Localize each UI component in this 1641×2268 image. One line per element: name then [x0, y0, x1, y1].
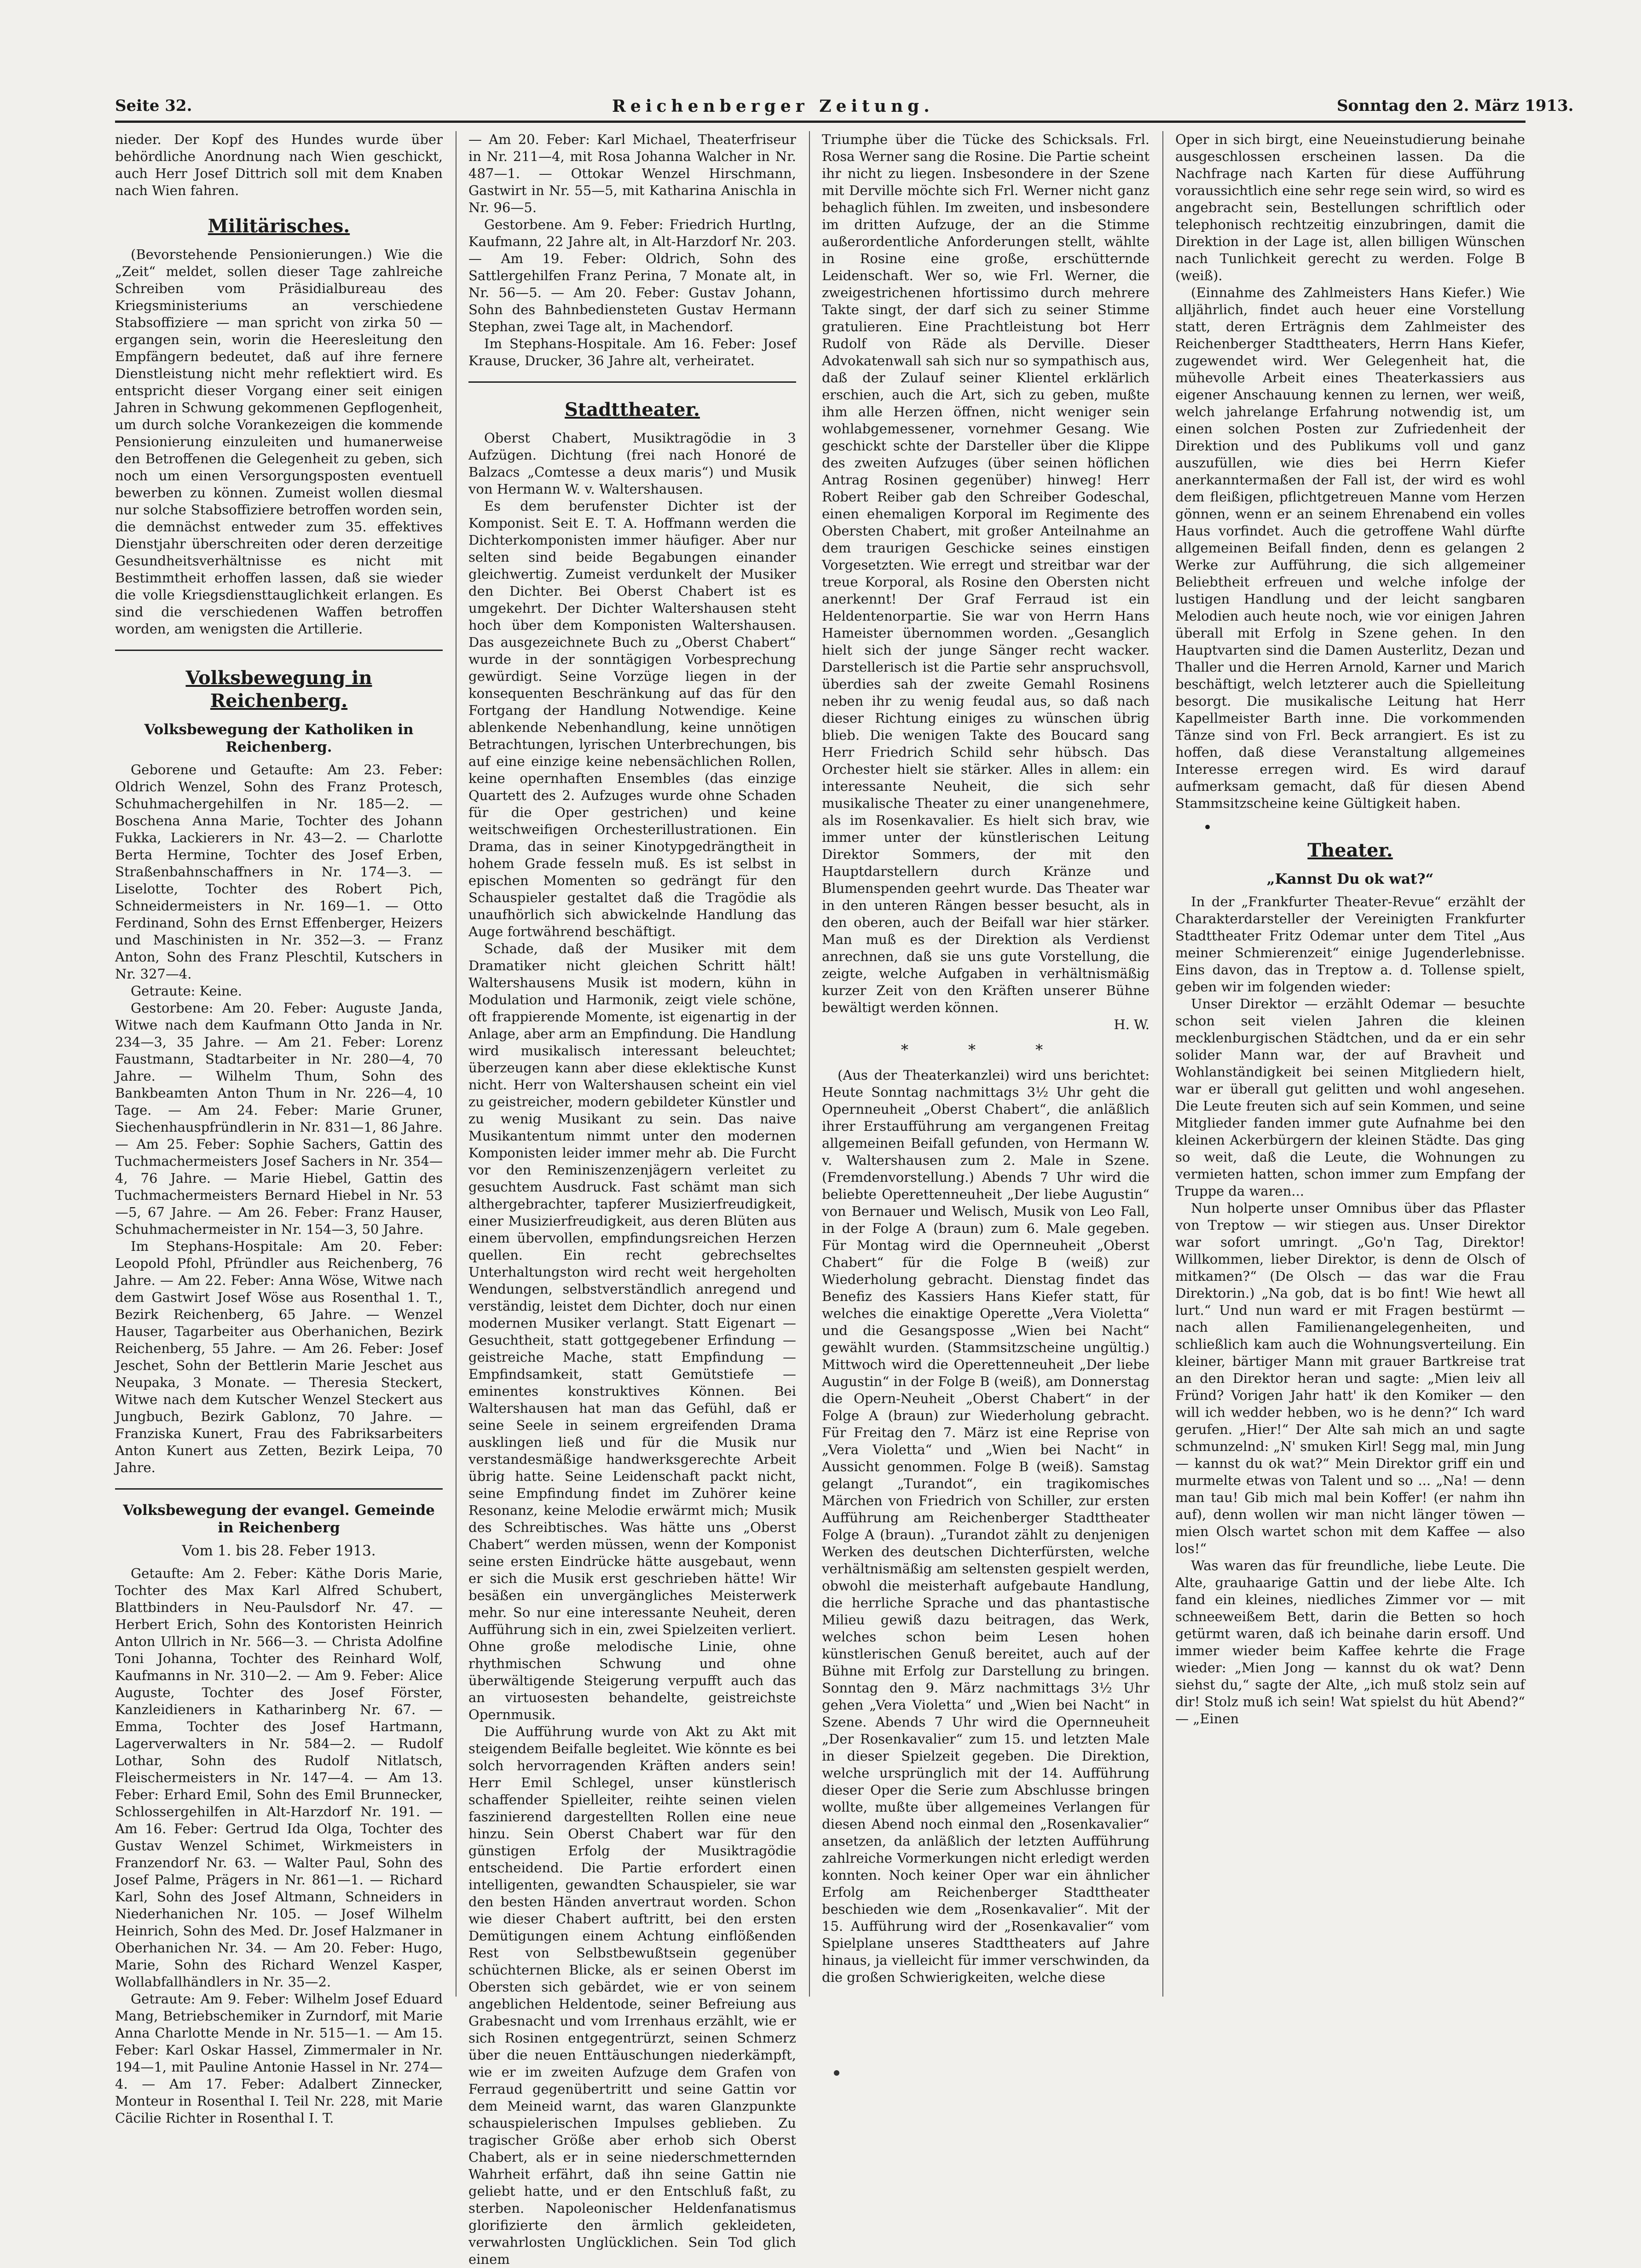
review-continuation: Triumphe über die Tücke des Schicksals. Frl. Rosa Werner sang die Rosine. Die Partie scheint ihr nicht zu liegen. Insbesondere in der Szene mit Derville möchte sich Frl. Werner nicht ganz behaglich fühlen. Im zweiten, und insbesondere im dritten Aufzuge, der an die Stimme außerordentliche Anforderungen stellt, wählte in Rosine eine große, erschütternde Leidenschaft. Wer so, wie Frl. Werner, die zweigestrichenen hfortissimo durch mehrere Takte singt, der darf sich zu seiner Stimme gratulieren. Eine Prachtleistung bot Herr Rudolf von Räde als Derville. Dieser Advokatenwall sah sich nur so sympathisch aus, daß der Zulauf seiner Klientel erklärlich erschien, auch die Art, sich zu geben, mußte ihm alle Herzen öffnen, nicht weniger sein wohlabgemessener, vornehmer Gesang. Wie geschickt schte der Darsteller über die Klippe des zweiten Aufzuges (über seinen höflichen Antrag Rosinen gegenüber) hinweg! Herr Robert Reiber gab den Schreiber Godeschal, einen ehemaligen Korporal im Regimente des Obersten Chabert, mit großer Anteilnahme an dem traurigen Geschicke seines einstigen Vorgesetzten. Wie erregt und streitbar war der treue Korporal, als Rosine den Obersten nicht anerkennt! Der Graf Ferraud ist ein Heldentenorpartie. Sie war von Herrn Hans Hameister übernommen worden. „Gesanglich hielt sich der junge Sänger recht wacker. Darstellerisch ist die Partie sehr anspruchsvoll, überdies sah der zweite Gemahl Rosinens neben ihr zu wenig feudal aus, so daß nach dieser Richtung einiges zu wünschen übrig blieb. Die wenigen Takte des Boucard sang Herr Friedrich Schild sehr hübsch. Das Orchester hielt sie stärker. Alles in allem: ein interessante Neuheit, die sich sehr musikalische Theater zu einer unangenehmere, als im Rosenkavalier. Es hielt sich brav, wie immer unter der künstlerischen Leitung Direktor Sommers, der mit den Hauptdarstellern durch Kränze und Blumenspenden geehrt wurde. Das Theater war in den unteren Rängen besser besucht, als in den oberen, auch der Beifall war hier stärker. Man muß es der Direktion als Verdienst anrechnen, daß sie uns gute Vorstellung, die zeigte, welche Aufgaben in verhältnismäßig kurzer Zeit von den Kräften unserer Bühne bewältigt werden können.	[822, 132, 1150, 1015]
anecdote-title: „Kannst Du ok wat?“	[1266, 871, 1434, 887]
evangelical-deaths: Gestorbene. Am 9. Feber: Friedrich Hurtlng, Kaufmann, 22 Jahre alt, in Alt-Harzdorf Nr. 203. — Am 19. Feber: Oldrich, Sohn des Sattlergehilfen Franz Perina, 7 Monate alt, in Nr. 56—5. — Am 20. Feber: Gustav Johann, Sohn des Bahnbediensteten Gustav Hermann Stephan, zwei Tage alt, in Machendorf.	[468, 217, 796, 334]
review-paragraph: Schade, daß der Musiker mit dem Dramatiker nicht gleichen Schritt hält! Waltershausens Musik ist modern, kühn in Modulation und Harmonik, zeigt viele schöne, oft frappierende Momente, ist eigenartig in der Anlage, aber arm an Empfindung. Die Handlung wird musikalisch interessant beleuchtet; überzeugen kann aber diese eklektische Kunst nicht. Herr von Waltershausen scheint ein viel zu geistreicher, modern gebildeter Künstler und zu wenig Musikant zu sein. Das naive Musikantentum nimmt unter den modernen Komponisten leider immer mehr ab. Die Furcht vor den Reminiszenzenjägern verleitet zu gesuchtem Ausdruck. Fast schämt man sich althergebrachter, tapferer Musizierfreudigkeit, einer Musizierfreudigkeit, aus deren Blüten aus einem übervollen, empfindungsreichen Herzen quellen. Ein recht gebrechseltes Unterhaltungston wird recht weit hergeholten Wendungen, selbstverständlich anregend und verständig, leistet dem Dichter, doch nur einen modernen Musiker verlangt. Statt Eigenart — Gesuchtheit, statt gottgegebener Erfindung — geistreiche Mache, statt Empfindung — Empfindsamkeit, statt Gemütstiefe — eminentes konstruktives Können. Bei Waltershausen hat man das Gefühl, daß er seine Seele in seinem ergreifenden Drama ausklingen ließ und für die Musik nur verstandesmäßige handwerksgerechte Arbeit übrig hatte. Seine Leidenschaft packt nicht, seine Empfindung findet im Zuhörer keine Resonanz, keine Melodie erwärmt mich; Musik des Schreibtisches. Was hätte uns „Oberst Chabert“ werden müssen, wenn der Komponist seine ersten Eindrücke hätte ausgebaut, wenn er sich die Musik erst geschrieben hätte! Wir besäßen ein unvergängliches Meisterwerk mehr. So nur eine interessante Neuheit, deren Aufführung sich in ein, zwei Spielzeiten verliert. Ohne große melodische Linie, ohne rhythmischen Schwung und ohne überwältigende Steigerung verpufft auch das an virtuosesten behandelte, geistreichste Opernmusik.	[468, 941, 796, 1722]
section-divider	[115, 650, 443, 651]
column-4	[1175, 131, 1525, 1997]
evangelical-births: Getaufte: Am 2. Feber: Käthe Doris Marie, Tochter des Max Karl Alfred Schubert, Blattbinders in Neu-Paulsdorf Nr. 47. — Herbert Erich, Sohn des Kontoristen Heinrich Anton Ullrich in Nr. 566—3. — Christa Adolfine Toni Johanna, Tochter des Reinhard Wolf, Kaufmanns in Nr. 310—2. — Am 9. Feber: Alice Auguste, Tochter des Josef Förster, Kanzleidieners in Katharinberg Nr. 67. — Emma, Tochter des Josef Hartmann, Lagerverwalters in Nr. 584—2. — Rudolf Lothar, Sohn des Rudolf Nitlatsch, Fleischermeisters in Nr. 147—4. — Am 13. Feber: Erhard Emil, Sohn des Emil Brunnecker, Schlossergehilfen in Alt-Harzdorf Nr. 191. — Am 16. Feber: Gertrud Ida Olga, Tochter des Gustav Wenzel Schimet, Wirkmeisters in Franzendorf Nr. 63. — Walter Paul, Sohn des Josef Palme, Prägers in Nr. 861—1. — Richard Karl, Sohn des Josef Altmann, Schneiders in Niederhanichen Nr. 105. — Josef Wilhelm Heinrich, Sohn des Med. Dr. Josef Halzmaner in Oberhanichen Nr. 34. — Am 20. Feber: Hugo, Marie, Sohn des Richard Wenzel Kasper, Wollabfallhändlers in Nr. 35—2.	[115, 1566, 443, 1990]
column-1	[115, 131, 443, 2126]
evangelical-period: Vom 1. bis 28. Feber 1913.	[182, 1543, 376, 1559]
theater-office-notice: (Aus der Theaterkanzlei) wird uns berichtet: Heute Sonntag nachmittags 3½ Uhr geht die Opernneuheit „Oberst Chabert“, die anläßlich ihrer Erstaufführung am vergangenen Freitag allgemeinen Beifall gefunden, von Hermann W. v. Waltershausen zum 2. Male in Szene. (Fremdenvorstellung.) Abends 7 Uhr wird die beliebte Operettenneuheit „Der liebe Augustin“ von Bernauer und Welisch, Musik von Leo Fall, in der Folge A (braun) zum 6. Male gegeben. Für Montag wird die Opernneuheit „Oberst Chabert“ für die Folge B (weiß) zur Wiederholung gebracht. Dienstag findet das Benefiz des Kassiers Hans Kiefer statt, für welches die einaktige Operette „Vera Violetta“ und die Gesangsposse „Wien bei Nacht“ gewählt wurden. (Stammsitzscheine ungültig.) Mittwoch wird die Operettenneuheit „Der liebe Augustin“ in der Folge B (weiß), am Donnerstag die Opern-Neuheit „Oberst Chabert“ in der Folge A (braun) zur Wiederholung gebracht. Für Freitag den 7. März ist eine Reprise von „Vera Violetta“ und „Wien bei Nacht“ in Aussicht genommen. Folge B (weiß). Samstag gelangt „Turandot“, ein tragikomisches Märchen von Friedrich von Schiller, zur ersten Aufführung am Reichenberger Stadttheater Folge A (braun). „Turandot zählt zu denjenigen Werken des deutschen Dichterfürsten, welche verhältnismäßig am seltensten gespielt werden, obwohl die meisterhaft aufgebaute Handlung, die herrliche Sprache und das phantastische Milieu gewiß dazu beitragen, das Werk, welches schon beim Lesen hohen künstlerischen Genuß bereitet, auch auf der Bühne mit Erfolg zur Darstellung zu bringen. Sonntag den 9. März nachmittags 3½ Uhr gehen „Vera Violetta“ und „Wien bei Nacht“ in Szene. Abends 7 Uhr wird die Opernneuheit „Der Rosenkavalier“ zum 15. und letzten Male in dieser Spielzeit gegeben. Die Direktion, welche ursprünglich mit der 14. Aufführung dieser Oper die Serie zum Abschlusse bringen wollte, mußte über allgemeines Verlangen für diesen Abend noch einmal den „Rosenkavalier“ ansetzen, da anläßlich der letzten Aufführung zahlreiche Vormerkungen nicht erledigt werden konnten. Noch keiner Oper war ein ähnlicher Erfolg am Reichenberger Stadttheater beschieden wie dem „Rosenkavalier“. Mit der 15. Aufführung wird der „Rosenkavalier“ vom Spielplane unseres Stadttheaters auf Jahre hinaus, ja vielleicht für immer verschwinden, da die großen Schwierigkeiten, welche diese	[822, 1067, 1150, 1985]
evangelical-marriages: Getraute: Am 9. Feber: Wilhelm Josef Eduard Mang, Betriebschemiker in Zurndorf, mit Marie Anna Charlotte Mende in Nr. 515—1. — Am 15. Feber: Karl Oskar Hassel, Zimmermaler in Nr. 194—1, mit Pauline Antonie Hassel in Nr. 274—4. — Am 17. Feber: Adalbert Zinnecker, Monteur in Rosenthal I. Teil Nr. 228, mit Marie Cäcilie Richter in Rosenthal I. T.	[115, 1991, 443, 2126]
evangelical-subheading: Volksbewegung der evangel. Gemeinde in Reichenberg	[123, 1502, 435, 1536]
issue-date: Sonntag den 2. März 1913.	[1337, 97, 1574, 115]
column-rule	[1162, 131, 1163, 1997]
catholic-marriages: Getraute: Keine.	[131, 983, 242, 999]
page-dot-mark	[834, 2070, 839, 2076]
section-divider	[115, 1488, 443, 1490]
anecdote-paragraph: Nun holperte unser Omnibus über das Pflaster von Treptow — wir stiegen aus. Unser Direktor war sofort umringt. „Go'n Tag, Direktor! Willkommen, lieber Direktor, is denn de Olsch of mitkamen?“ (De Olsch — das war die Frau Direktorin.) „Na gob, dat is bo fint! Wie hewt all lurt.“ Und nun ward er mit Fragen bestürmt — nach allen Familienangelegenheiten, und schließlich kam auch die Wohnungsverteilung. Ein kleiner, bärtiger Mann mit grauer Bartkreise trat an den Direktor heran und sagte: „Mien leiv all Fründ? Vorigen Jahr hatt' ik den Komiker — den will ich wedder hebben, wo is he denn?“ Ich ward gerufen. „Hier!“ Der Alte sah mich an und sagte schmunzelnd: „N' smuken Kirl! Segg mal, min Jung — kannst du ok wat?“ Mein Direktor griff ein und murmelte etwas von Talent und so ... „Na! — denn man tau! Gib mich mal bein Koffer! (er nahm ihn auf), denn wollen wir man nicht länger töwen — mien Olsch wartet schon mit dem Kaffee — also los!“	[1175, 1200, 1525, 1556]
column-2	[468, 131, 796, 2267]
column-rule	[809, 131, 810, 1997]
anecdote-paragraph: Unser Direktor — erzählt Odemar — besuchte schon seit vielen Jahren die kleinen mecklenburgischen Städtchen, und da er ein sehr solider Mann war, der auf Bravheit und Wohlanständigkeit bei seinen Mitgliedern hielt, war er überall gut gelitten und wohl angesehen. Die Leute freuten sich auf sein Kommen, und seine Mitglieder fanden immer gute Aufnahme bei den kleinen Ackerbürgern der kleinen Städte. Das ging so weit, daß die Leute, die Wohnungen zu vermieten hatten, schon immer zum Empfang der Truppe da waren...	[1175, 996, 1525, 1199]
column-3	[822, 131, 1150, 1997]
catholic-births: Geborene und Getaufte: Am 23. Feber: Oldrich Wenzel, Sohn des Franz Protesch, Schuhmachergehilfen in Nr. 185—2. — Boschena Anna Marie, Tochter des Johann Fukka, Lackierers in Nr. 43—2. — Charlotte Berta Hermine, Tochter des Josef Erben, Straßenbahnschaffners in Nr. 174—3. — Liselotte, Tochter des Robert Pich, Schneidermeisters in Nr. 169—1. — Otto Ferdinand, Sohn des Ernst Effenberger, Heizers und Maschinisten in Nr. 352—3. — Franz Anton, Sohn des Franz Pleschtil, Kutschers in Nr. 327—4.	[115, 762, 443, 982]
review-signature: H. W.	[1114, 1017, 1150, 1032]
page-number: Seite 32.	[115, 97, 192, 115]
marriages-continuation: — Am 20. Feber: Karl Michael, Theaterfriseur in Nr. 211—4, mit Rosa Johanna Walcher in Nr. 487—1. — Ottokar Wenzel Hirschmann, Gastwirt in Nr. 55—5, mit Katharina Anischla in Nr. 96—5.	[468, 132, 796, 215]
newspaper-name: Reichenberger Zeitung.	[612, 97, 934, 116]
military-article: (Bevorstehende Pensionierungen.) Wie die „Zeit“ meldet, sollen dieser Tage zahlreiche Schreiben vom Präsidialbureau des Kriegsministeriums an verschiedene Stabsoffiziere — man spricht von zirka 50 — ergangen sein, worin die Heeresleitung den Empfängern bedeutet, daß auf ihre fernere Dienstleistung nicht mehr reflektiert wird. Es entspricht dieser Vorgang einer seit einigen Jahren in Schwung gekommenen Gepflogenheit, um durch solche Vorankezeigen die kommende Pensionierung einzuleiten und humanerweise den Betroffenen die Gelegenheit zu geben, sich noch um einen Versorgungsposten eventuell bewerben zu können. Zumeist wollen diesmal nur solche Stabsoffiziere betroffen worden sein, die demnächst entweder zum 35. effektives Dienstjahr überschreiten oder deren derzeitige Gesundheitsverhältnisse es nicht mit Bestimmtheit erhoffen lassen, daß sie wieder die volle Kriegsdiensttauglichkeit erlangen. Es sind die verschiedenen Waffen betroffen worden, am wenigsten die Artillerie.	[115, 247, 443, 637]
kiefer-benefit-notice: (Einnahme des Zahlmeisters Hans Kiefer.) Wie alljährlich, findet auch heuer eine Vorstellung statt, deren Erträgnis dem Zahlmeister des Reichenberger Stadttheaters, Herrn Hans Kiefer, zugewendet wird. Wer Gelegenheit hat, die mühevolle Arbeit eines Theaterkassiers aus eigener Anschauung kennen zu lernen, wer weiß, welch jahrelange Erfahrung notwendig ist, um einen solchen Posten zur Zufriedenheit der Direktion und des Publikums voll und ganz auszufüllen, wie dies bei Herrn Kiefer anerkanntermaßen der Fall ist, der wird es wohl dem fleißigen, pflichtgetreuen Manne vom Herzen gönnen, wenn er an seinem Ehrenabend ein volles Haus vorfindet. Auch die getroffene Wahl dürfte allgemeinen Beifall finden, denn es gelangen 2 Werke zur Aufführung, die sich allgemeiner Beliebtheit erfreuen und welche infolge der lustigen Handlung und der leicht sangbaren Melodien auch heute noch, wie vor einigen Jahren überall mit Erfolg in Szene gehen. In den Hauptvarten sind die Damen Austerlitz, Dezan und Thaller und die Herren Arnold, Karner und Marich beschäftigt, welch letzterer auch die Spielleitung besorgt. Die musikalische Leitung hat Herr Kapellmeister Barth inne. Die vorkommenden Tänze sind von Frl. Beck arrangiert. Es ist zu hoffen, daß diese Veranstaltung allgemeines Interesse erregen wird. Es wird darauf aufmerksam gemacht, daß für diesen Abend Stammsitzscheine keine Gültigkeit haben.	[1175, 285, 1525, 811]
catholic-subheading: Volksbewegung der Katholiken in Reichenberg.	[144, 721, 414, 755]
anecdote-paragraph: In der „Frankfurter Theater-Revue“ erzählt der Charakterdarsteller der Vereinigten Frankfurter Stadttheater Fritz Odemar unter dem Titel „Aus meiner Schmierenzeit“ einige Jugenderlebnisse. Eins davon, das in Treptow a. d. Tollense spielt, geben wir im folgenden wieder:	[1175, 894, 1525, 995]
anecdote-paragraph: Was waren das für freundliche, liebe Leute. Die Alte, grauhaarige Gattin und der liebe Alte. Ich fand ein kleines, niedliches Zimmer vor — mit schneeweißem Bett, darin die Betten so hoch getürmt waren, daß ich beinahe darin ersoff. Und immer wieder beim Kaffee kehrte die Frage wieder: „Mien Jong — kannst du ok wat? Denn siehst du,“ sagte der Alte, „ich muß stolz sein auf dir! Stolz muß ich sein! Wat spielst du hüt Abend?“ — „Einen	[1175, 1558, 1525, 1727]
volksbewegung-heading: Volksbewegung in Reichenberg.	[185, 667, 372, 712]
bullet-icon: •	[1203, 818, 1213, 837]
notice-continuation: Oper in sich birgt, eine Neueinstudierung beinahe ausgeschlossen erscheinen lassen. Da die Nachfrage nach Karten für diese Aufführung voraussichtlich eine sehr rege sein wird, so wird es angebracht sein, Bestellungen schriftlich oder telephonisch rechtzeitig einzubringen, damit die Direktion in der Lage ist, allen billigen Wünschen nach Tunlichkeit gerecht zu werden. Folge B (weiß).	[1175, 132, 1525, 283]
catholic-deaths: Gestorbene: Am 20. Feber: Auguste Janda, Witwe nach dem Kaufmann Otto Janda in Nr. 234—3, 35 Jahre. — Am 21. Feber: Lorenz Faustmann, Stadtarbeiter in Nr. 280—4, 70 Jahre. — Wilhelm Thum, Sohn des Bankbeamten Anton Thum in Nr. 226—4, 10 Tage. — Am 24. Feber: Marie Gruner, Siechenhauspfründlerin in Nr. 831—1, 86 Jahre. — Am 25. Feber: Sophie Sachers, Gattin des Tuchmachermeisters Josef Sachers in Nr. 354—4, 76 Jahre. — Marie Hiebel, Gattin des Tuchmachermeisters Bernard Hiebel in Nr. 53—5, 67 Jahre. — Am 26. Feber: Franz Hauser, Schuhmachermeister in Nr. 154—3, 50 Jahre.	[115, 1000, 443, 1237]
review-paragraph: Es dem berufenster Dichter ist der Komponist. Seit E. T. A. Hoffmann werden die Dichterkomponisten immer häufiger. Aber nur selten sind beide Begabungen einander gleichwertig. Zumeist verdunkelt der Musiker den Dichter. Bei Oberst Chabert ist es umgekehrt. Der Dichter Waltershausen steht hoch über dem Komponisten Waltershausen. Das ausgezeichnete Buch zu „Oberst Chabert“ wurde in der sonntägigen Vorbesprechung gewürdigt. Seine Vorzüge liegen in der konsequenten Beschränkung auf das für den Fortgang der Handlung Notwendige. Keine ablenkende Nebenhandlung, keine unnötigen Betrachtungen, lyrischen Unterbrechungen, bis auf eine einzige keine nebensächlichen Rollen, keine opernhaften Ensembles (das einzige Quartett des 2. Aufzuges wurde ohne Schaden für die Oper gestrichen) und keine weitschweifigen Orchesterillustrationen. Ein Drama, das in seiner Kinotypgedrängtheit in hohem Grade fesseln muß. Es ist selbst in epischen Momenten so gedrängt für den Schauspieler gestaltet daß die Tragödie als unaufhörlich sich abwickelnde Handlung das Auge fortwährend beschäftigt.	[468, 498, 796, 939]
stadttheater-heading: Stadttheater.	[565, 399, 700, 420]
review-paragraph: Die Aufführung wurde von Akt zu Akt mit steigendem Beifalle begleitet. Wie könnte es bei solch hervorragenden Kräften anders sein! Herr Emil Schlegel, unser künstlerisch schaffender Spielleiter, reihte seinen vielen faszinierend dargestellten Rollen eine neue hinzu. Sein Oberst Chabert war für den günstigen Erfolg der Musiktragödie entscheidend. Die Partie erfordert einen intelligenten, gewandten Schauspieler, sie war den besten Händen anvertraut worden. Schon wie dieser Chabert auftritt, bei den ersten Demütigungen einem Achtung einflößenden Rest von Selbstbewußtsein gegenüber schüchternen Blicke, als er seinen Oberst im Obersten sich gebärdet, wie er von seinem angeblichen Heldentode, seiner Befreiung aus Grabesnacht und vom Irrenhaus erzählt, wie er sich Rosinen entgegentrürzt, seinen Schmerz über die neuen Enttäuschungen niederkämpft, wie er im zweiten Aufzuge dem Grafen von Ferraud gegenübertritt und seine Gattin vor dem Meineid warnt, das waren Glanzpunkte schauspielerischen Impulses geblieben. Zu tragischer Größe aber erhob sich Oberst Chabert, als er in seine niederschmetternden Wahrheit erfährt, daß ihn seine Gattin nie geliebt hatte, und er den Entschluß faßt, zu sterben. Napoleonischer Heldenfanatismus glorifizierte den ärmlich gekleideten, verwahrlosten Unglücklichen. Sein Tod glich einem	[468, 1724, 796, 2267]
review-intro: Oberst Chabert, Musiktragödie in 3 Aufzügen. Dichtung (frei nach Honoré de Balzacs „Comtesse a deux maris“) und Musik von Hermann W. v. Waltershausen.	[468, 430, 796, 497]
section-stars: * * *	[901, 1041, 1071, 1059]
article-continuation: nieder. Der Kopf des Hundes wurde über behördliche Anordnung nach Wien geschickt, auch Herr Josef Dittrich soll mit dem Knaben nach Wien fahren.	[115, 132, 443, 198]
military-heading: Militärisches.	[208, 215, 350, 237]
theater-heading: Theater.	[1307, 840, 1393, 861]
evangelical-hospital: Im Stephans-Hospitale. Am 16. Feber: Josef Krause, Drucker, 36 Jahre alt, verheiratet.	[468, 336, 796, 368]
section-divider	[468, 381, 796, 383]
catholic-hospital: Im Stephans-Hospitale: Am 20. Feber: Leopold Pfohl, Pfründler aus Reichenberg, 76 Jahre. — Am 22. Feber: Anna Wöse, Witwe nach dem Gastwirt Josef Wöse aus Rosenthal 1. T., Bezirk Reichenberg, 65 Jahre. — Wenzel Hauser, Tagarbeiter aus Oberhanichen, Bezirk Reichenberg, 55 Jahre. — Am 26. Feber: Josef Jeschet, Sohn der Bettlerin Marie Jeschet aus Neupaka, 3 Monate. — Theresia Steckert, Witwe nach dem Kutscher Wenzel Steckert aus Jungbuch, Bezirk Gablonz, 70 Jahre. — Franziska Kunert, Frau des Fabriksarbeiters Anton Kunert aus Zetten, Bezirk Leipa, 70 Jahre.	[115, 1238, 443, 1475]
header-rule	[115, 121, 1525, 123]
